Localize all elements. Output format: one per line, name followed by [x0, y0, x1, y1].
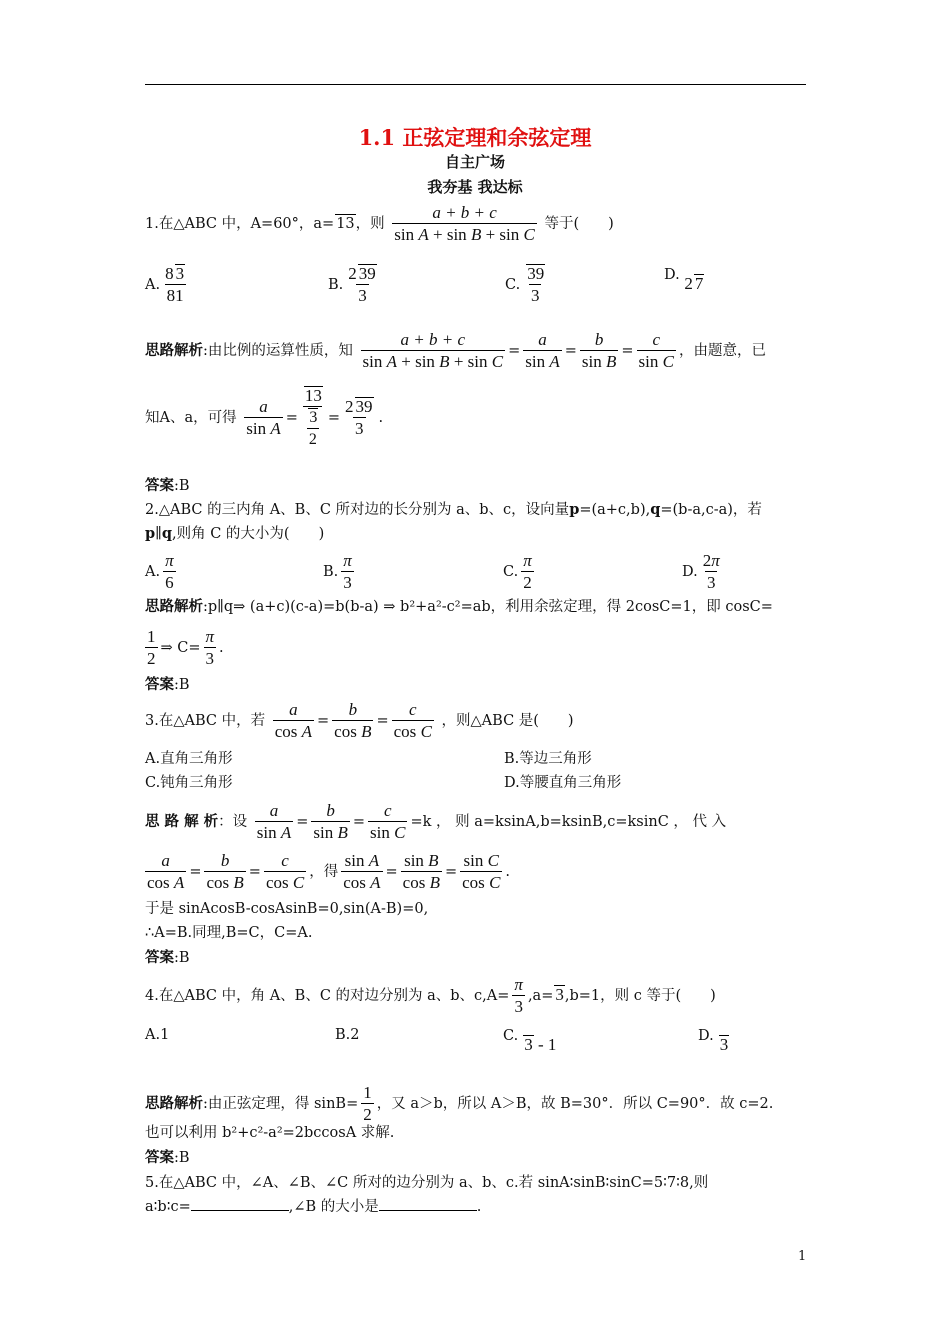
- q5-stem-line1: 5.在△ABC 中，∠A、∠B、∠C 所对的边分别为 a、b、c.若 sinA∶sinB∶sinC=5∶7∶8,则: [145, 1175, 709, 1191]
- q4-option-c: C. 3 - 1: [503, 1028, 557, 1054]
- q4-answer: 答案:B: [145, 1149, 190, 1166]
- q4-analysis-line1: 思路解析:由正弦定理，得 sinB= $\frac{1}{2}$ ，又 a＞b，所以 A＞B，故 B=30°．所以 C=90°．故 c=2.: [145, 1083, 774, 1124]
- q3-option-a: A.直角三角形: [145, 751, 233, 767]
- q3-option-d: D.等腰直角三角形: [504, 775, 622, 791]
- q3-analysis-line2: $\frac{a}{\text{cos A}}$ = $\frac{b}{\text{cos B}}$ = $\frac{c}{\text{cos C}}$ ，得 $\frac{\text{sin A}}{\text{cos A}}$ = $\frac{\text{sin B}}{\text{cos B}}$ = $\frac{\text{sin C}}{\text{cos C}}$ .: [147, 851, 511, 892]
- q4-stem: 4.在△ABC 中，角 A、B、C 的对边分别为 a、b、c,A= $\frac{\pi}{3}$ ,a= 3,b=1，则 c 等于( ): [145, 975, 716, 1016]
- q5-blank-ratio[interactable]: [191, 1210, 289, 1211]
- q3-option-b: B.等边三角形: [504, 751, 592, 767]
- q4-analysis-line2: 也可以利用 b²+c²-a²=2bccosA 求解.: [145, 1125, 395, 1141]
- q2-stem-line2: p∥q,则角 C 的大小为( ): [145, 525, 325, 542]
- q1-stem: 1.在△ABC 中，A=60°，a= 13，则 $\frac{a + b + c}{\text{sin A + sin B + sin C}}$ 等于( ): [145, 203, 614, 244]
- q2-analysis-line2: $\frac{1}{2}$ ⇒ C= $\frac{\pi}{3}$ .: [147, 627, 224, 668]
- q1-option-c: C. $\frac{39}{3}$: [505, 264, 545, 305]
- page-title: 1.1 正弦定理和余弦定理: [358, 125, 592, 150]
- q2-option-c: C. $\frac{\pi}{2}$: [503, 551, 532, 592]
- section-heading: 自主广场: [444, 153, 505, 171]
- q2-option-a: A. $\frac{\pi}{6}$: [145, 551, 174, 592]
- q4-option-a: A.1: [145, 1027, 170, 1043]
- q4-option-d: D. 3: [698, 1028, 729, 1054]
- q1-answer: 答案:B: [145, 477, 190, 494]
- q2-option-b: B. $\frac{\pi}{3}$: [323, 551, 352, 592]
- page-number: 1: [798, 1249, 807, 1264]
- q3-stem: 3.在△ABC 中，若 $\frac{a}{\text{cos A}}$ = $\frac{b}{\text{cos B}}$ = $\frac{c}{\text{cos C}}$ ，则△ABC 是( ): [145, 700, 574, 741]
- q3-analysis-line3: 于是 sinAcosB-cosAsinB=0,sin(A-B)=0,: [145, 901, 429, 917]
- q5-stem-line2: a∶b∶c= ,∠B 的大小是 .: [145, 1199, 482, 1215]
- q1-option-d: D. 2 7: [664, 267, 704, 293]
- q4-option-b: B.2: [335, 1027, 360, 1043]
- q3-analysis-line1: 思 路 解 析：设 $\frac{a}{\text{sin A}}$ = $\frac{b}{\text{sin B}}$ = $\frac{c}{\text{sin C}}$ =k ， 则 a=ksinA,b=ksinB,c=ksinC ， 代 入: [145, 801, 727, 842]
- header-rule: [145, 84, 806, 85]
- q5-blank-angle[interactable]: [379, 1210, 477, 1211]
- q2-option-d: D. $\frac{2\pi}{3}$: [682, 551, 720, 592]
- q3-option-c: C.钝角三角形: [145, 775, 233, 791]
- q1-fraction: $\frac{a + b + c}{\text{sin A + sin B + sin C}}$: [394, 203, 535, 244]
- q3-analysis-line4: ∴A=B.同理,B=C，C=A.: [145, 925, 313, 941]
- subsection-heading: 我夯基 我达标: [427, 178, 523, 196]
- q1-option-a: A. $\frac{8 3}{81}$: [145, 264, 185, 305]
- q2-answer: 答案:B: [145, 676, 190, 693]
- q3-answer: 答案:B: [145, 949, 190, 966]
- q1-analysis-line2: 知A、a，可得 $\frac{a}{\text{sin A}}$ = $\frac{13}{\frac{3}{2}}$ = $\frac{2 39}{3}$ .: [145, 386, 384, 448]
- q1-option-b: B. $\frac{2 39}{3}$: [328, 264, 376, 305]
- q2-analysis-line1: 思路解析:p∥q⇒ (a+c)(c-a)=b(b-a) ⇒ b²+a²-c²=ab，利用余弦定理，得 2cosC=1，即 cosC=: [145, 598, 773, 615]
- q1-analysis-line1: 思路解析:由比例的运算性质，知 $\frac{a + b + c}{\text{sin A + sin B + sin C}}$ = $\frac{a}{\text{sin A}}$ = $\frac{b}{\text{sin B}}$ = $\frac{c}{\text{sin C}}$ ，由题意，已: [145, 330, 766, 371]
- q2-stem-line1: 2.△ABC 的三内角 A、B、C 所对边的长分别为 a、b、c，设向量p=(a+c,b),q=(b-a,c-a)，若: [145, 501, 762, 518]
